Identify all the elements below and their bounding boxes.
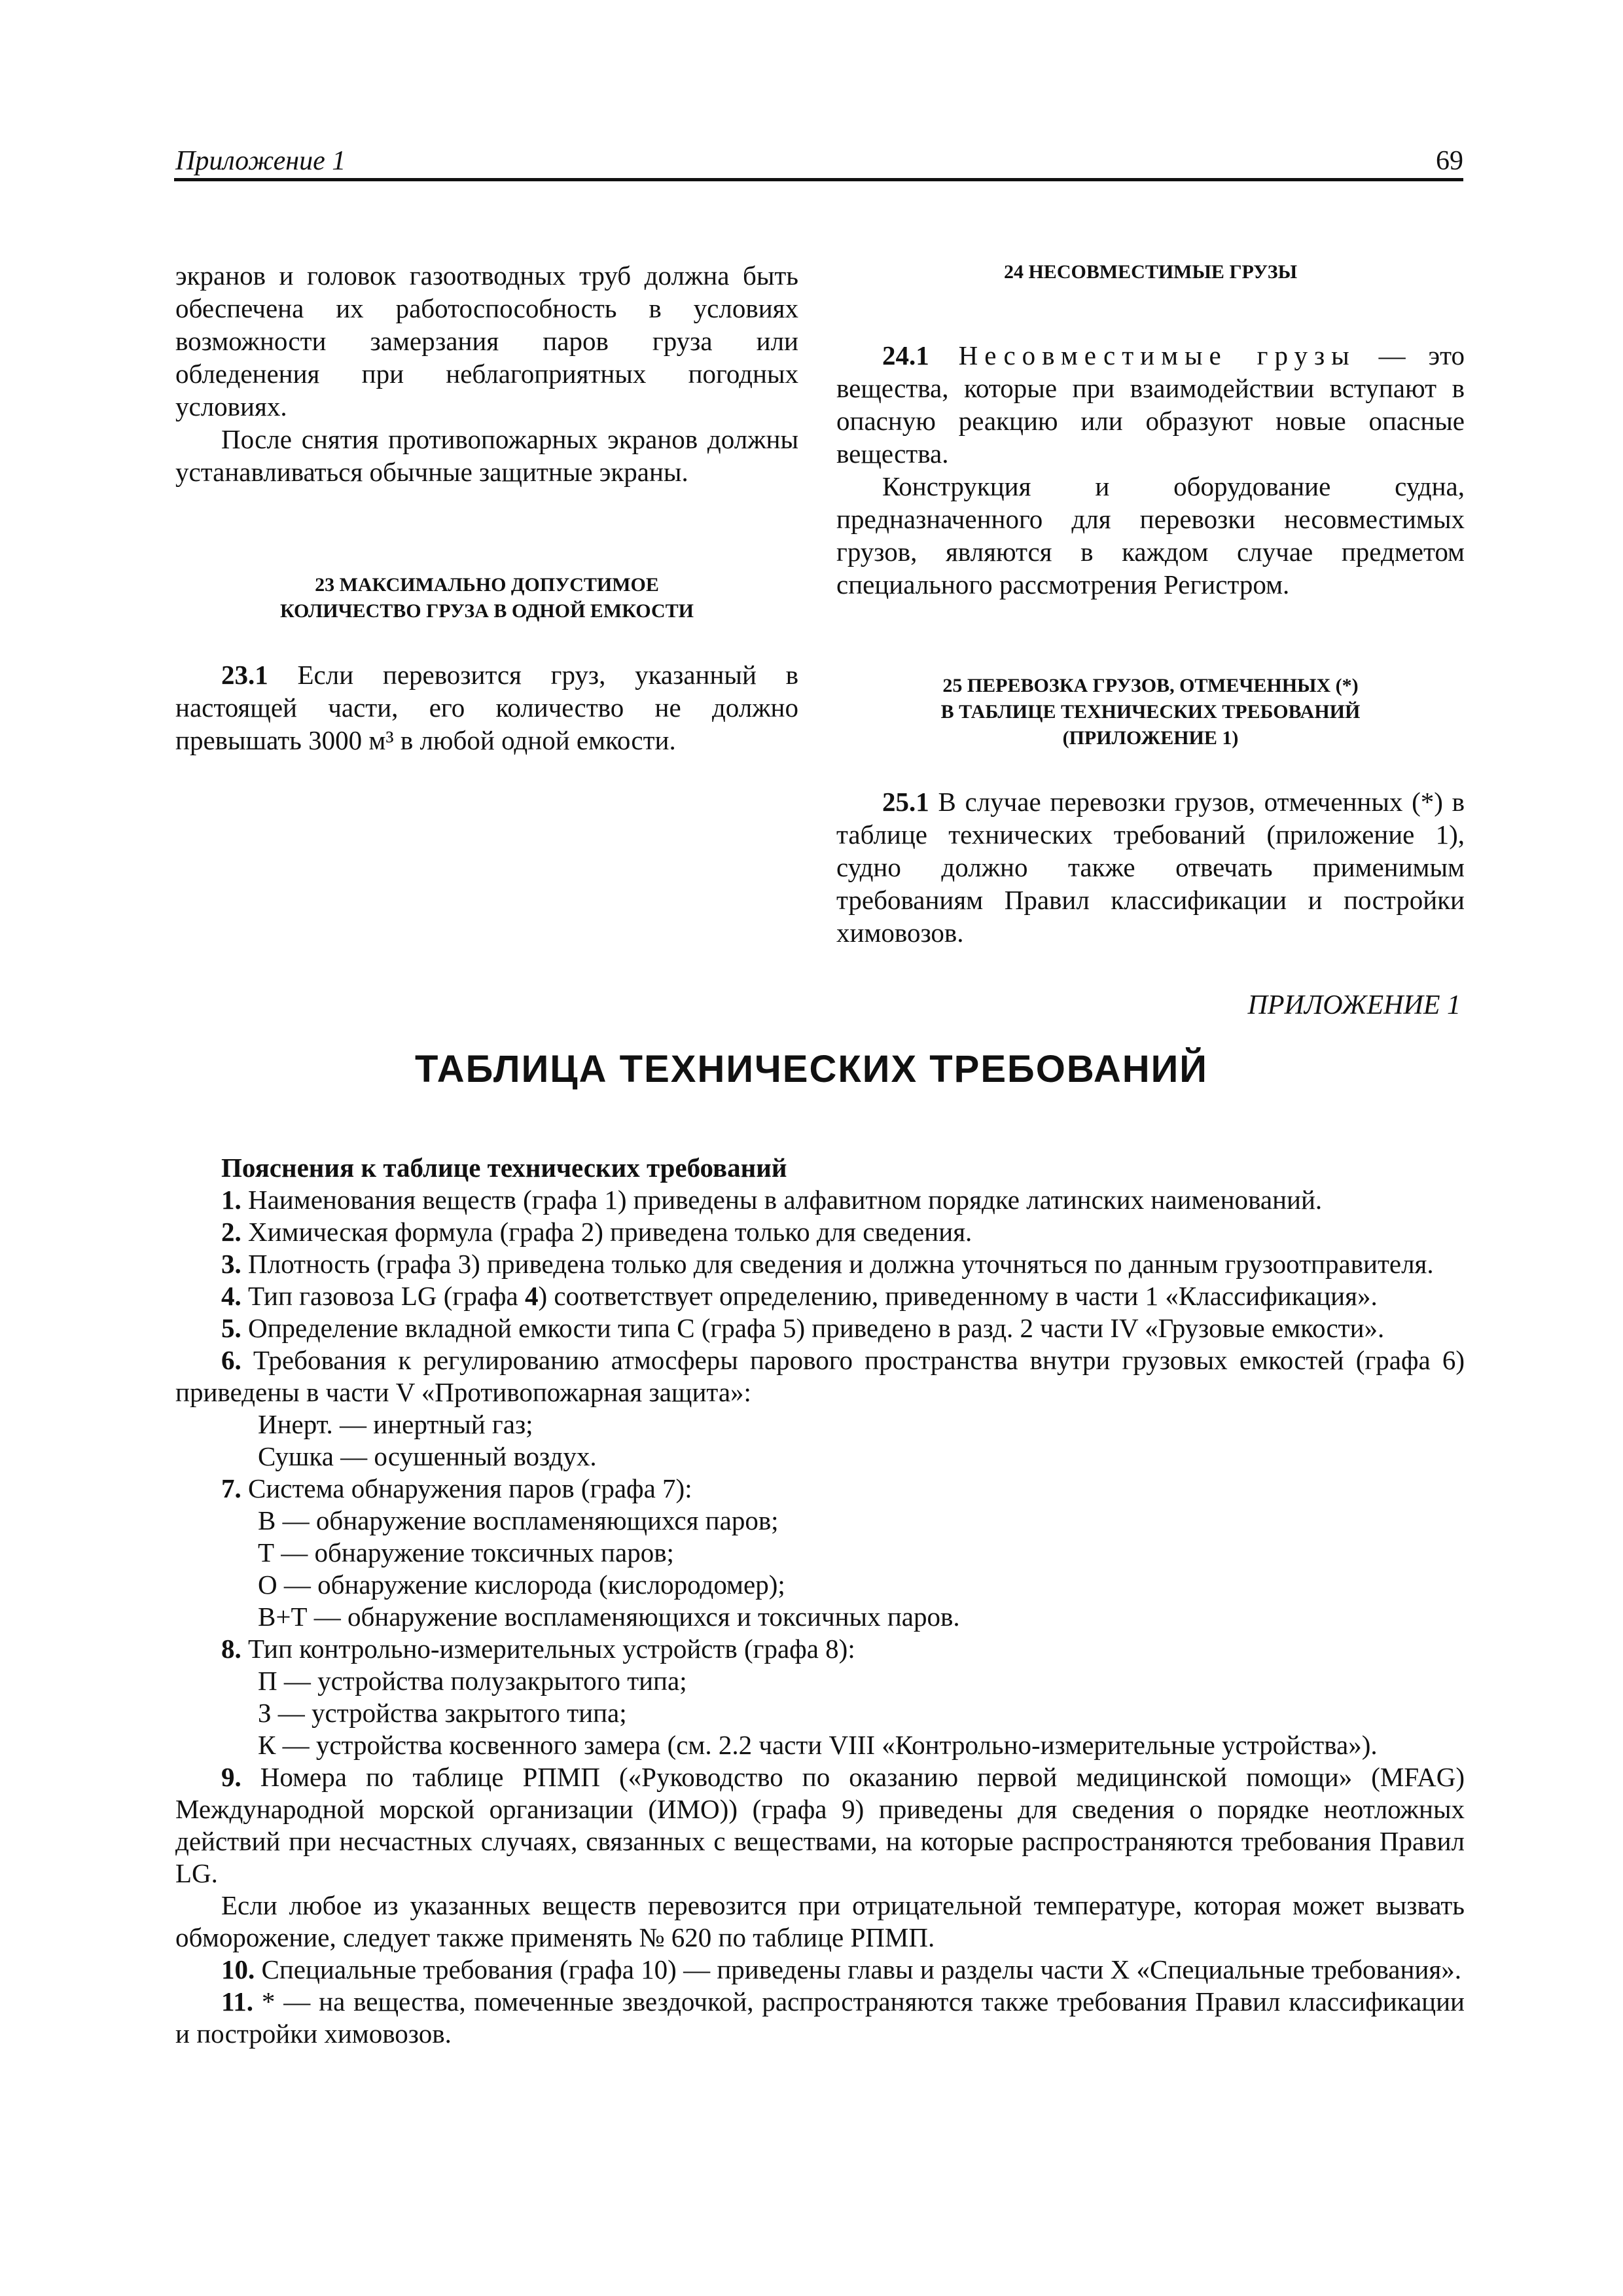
note-subitem: В — обнаружение воспламеняющихся паров; [258, 1505, 779, 1535]
note-number: 2. [221, 1217, 241, 1247]
appendix-label: ПРИЛОЖЕНИЕ 1 [1247, 990, 1461, 1020]
section-24-heading: 24 НЕСОВМЕСТИМЫЕ ГРУЗЫ [1003, 261, 1298, 283]
note-text: * — на вещества, помеченные звездочкой, распространяются также требования Правил классификации и постройки химовозов. [175, 1986, 1465, 2049]
note-subitem: П — устройства полузакрытого типа; [258, 1666, 687, 1696]
note-item [175, 1312, 1465, 1344]
note-item [175, 1633, 1465, 1665]
note-number: 5. [221, 1313, 241, 1343]
note-text: Система обнаружения паров (графа 7): [241, 1473, 692, 1503]
note-subitem: В+Т — обнаружение воспламеняющихся и токсичных паров. [258, 1602, 960, 1632]
section-25-heading-line: (ПРИЛОЖЕНИЕ 1) [1062, 727, 1239, 749]
note-item [175, 1248, 1465, 1280]
note-text: Химическая формула (графа 2) приведена только для сведения. [241, 1217, 972, 1247]
note-item [175, 1216, 1465, 1248]
note-number: 6. [221, 1345, 241, 1375]
clause-text: — это вещества, которые при взаимодействии вступают в опасную реакцию или образуют новые опасные вещества. [836, 340, 1465, 469]
running-header-title: Приложение 1 [175, 146, 346, 176]
note-subitem: З — устройства закрытого типа; [258, 1698, 627, 1728]
clause-number: 24.1 [882, 340, 929, 370]
paragraph: Если любое из указанных веществ перевозится при отрицательной температуре, которая может вызвать обморожение, следует также применять № 620 по таблице РПМП. [175, 1890, 1465, 1952]
note-text: ) соответствует определению, приведенному в части 1 «Классификация». [538, 1281, 1378, 1311]
section-23-heading-line: КОЛИЧЕСТВО ГРУЗА В ОДНОЙ ЕМКОСТИ [280, 600, 694, 622]
section-23-heading-line: 23 МАКСИМАЛЬНО ДОПУСТИМОЕ [315, 574, 659, 596]
note-text: Наименования веществ (графа 1) приведены в алфавитном порядке латинских наименований. [241, 1185, 1323, 1215]
clause-25-1 [836, 785, 1465, 949]
left-column [175, 259, 798, 757]
clause-text: В случае перевозки грузов, отмеченных (*) в таблице технических требований (приложение 1), судно должно также отвечать применимым требованиям Правил классификации и постройки химовозов. [836, 787, 1465, 948]
note-item [175, 1954, 1465, 1986]
paragraph: После снятия противопожарных экранов должны устанавливаться обычные защитные экраны. [175, 424, 798, 487]
note-text: Требования к регулированию атмосферы парового пространства внутри грузовых емкостей (графа 6) приведены в части V «Противопожарная защита»: [175, 1345, 1465, 1407]
note-number: 8. [221, 1634, 241, 1664]
note-number: 4. [221, 1281, 241, 1311]
note-subitem: О — обнаружение кислорода (кислородомер); [258, 1570, 785, 1600]
notes-heading: Пояснения к таблице технических требований [221, 1153, 787, 1183]
appendix-title: ТАБЛИЦА ТЕХНИЧЕСКИХ ТРЕБОВАНИЙ [415, 1048, 1208, 1090]
clause-number: 25.1 [882, 787, 929, 817]
explanatory-notes [175, 1152, 1465, 2050]
note-number: 1. [221, 1185, 241, 1215]
note-text: Тип газовоза LG (графа [241, 1281, 525, 1311]
page-number: 69 [1436, 146, 1463, 176]
header-rule [174, 178, 1463, 181]
paragraph: экранов и головок газоотводных труб должна быть обеспечена их работоспособность в условиях возможности замерзания паров груза или обледенения при неблагоприятных погодных условиях. [175, 260, 798, 422]
note-number: 3. [221, 1249, 241, 1279]
note-subitem: К — устройства косвенного замера (см. 2.2 части VIII «Контрольно-измерительные устройства»). [258, 1730, 1378, 1760]
note-text: Определение вкладной емкости типа C (графа 5) приведено в разд. 2 части IV «Грузовые емкости». [241, 1313, 1385, 1343]
note-number: 10. [221, 1954, 255, 1984]
section-25-heading-line: В ТАБЛИЦЕ ТЕХНИЧЕСКИХ ТРЕБОВАНИЙ [940, 701, 1361, 723]
note-subitem: Т — обнаружение токсичных паров; [258, 1537, 674, 1568]
note-number: 7. [221, 1473, 241, 1503]
clause-23-1 [175, 658, 798, 757]
clause-text: Если перевозится груз, указанный в настоящей части, его количество не должно превышать 3000 м³ в любой одной емкости. [175, 660, 798, 755]
section-25-heading-line: 25 ПЕРЕВОЗКА ГРУЗОВ, ОТМЕЧЕННЫХ (*) [942, 675, 1359, 696]
note-item [175, 1184, 1465, 1216]
clause-24-1 [836, 339, 1465, 470]
note-subitem: Инерт. — инертный газ; [258, 1409, 533, 1439]
note-item [175, 1761, 1465, 1890]
note-text: Номера по таблице РПМП («Руководство по оказанию первой медицинской помощи» (MFAG) Международной морской организации (ИМО)) (графа 9) приведены для сведения о порядке неотложных действий при несчастных случаях, связанных с веществами, на которые распространяются требования Правил LG. [175, 1762, 1465, 1888]
note-item [175, 1473, 1465, 1505]
note-text: Тип контрольно-измерительных устройств (графа 8): [241, 1634, 855, 1664]
note-item [175, 1344, 1465, 1408]
note-number: 9. [221, 1762, 241, 1792]
paragraph: Конструкция и оборудование судна, предназначенного для перевозки несовместимых грузов, являются в каждом случае предметом специального рассмотрения Регистром. [836, 471, 1465, 600]
clause-number: 23.1 [221, 660, 268, 690]
right-column [836, 259, 1465, 949]
note-subitem: Сушка — осушенный воздух. [258, 1441, 597, 1471]
note-text: Специальные требования (графа 10) — приведены главы и разделы части X «Специальные требования». [255, 1954, 1461, 1984]
note-text: Плотность (графа 3) приведена только для сведения и должна уточняться по данным грузоотправителя. [241, 1249, 1434, 1279]
note-emphasis: 4 [524, 1281, 539, 1311]
note-item [175, 1986, 1465, 2050]
note-item [175, 1280, 1465, 1312]
note-number: 11. [221, 1986, 253, 2017]
clause-term: Несовместимые грузы [929, 340, 1356, 370]
